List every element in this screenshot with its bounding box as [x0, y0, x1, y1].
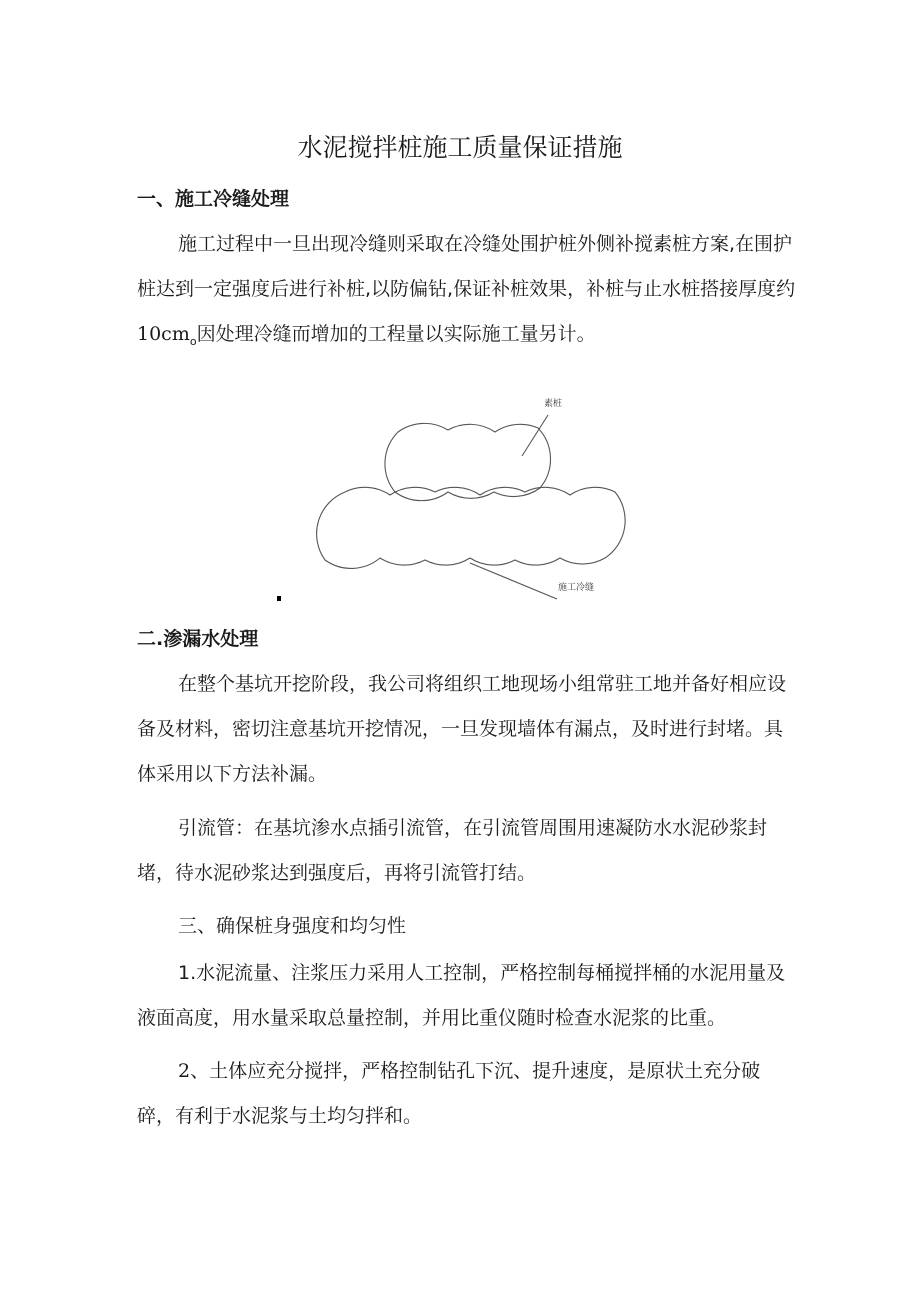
- page-title: 水泥搅拌桩施工质量保证措施: [297, 133, 623, 162]
- paragraph-drainage-pipe: 引流管：在基坑渗水点插引流管，在引流管周围用速凝防水水泥砂浆封堵，待水泥砂浆达到强度后，再将引流管打结。: [137, 817, 768, 884]
- section-heading-leakage: 二.渗漏水处理: [137, 628, 259, 650]
- overlap-subscript: o: [189, 334, 197, 348]
- stray-mark: [277, 596, 281, 601]
- paragraph-cold-joint-text: 施工过程中一旦出现冷缝则采取在冷缝处围护桩外侧补搅素桩方案,在围护桩达到一定强度后进行补桩,以防偏钻,保证补桩效果，补桩与止水桩搭接厚度约: [137, 233, 796, 300]
- overlap-thickness: 10cm: [137, 323, 190, 345]
- item-2-number: 2、: [178, 1060, 210, 1082]
- paragraph-cold-joint-end: 因处理冷缝而增加的工程量以实际施工量另计。: [196, 323, 596, 345]
- retaining-pile-row: [317, 487, 626, 568]
- paragraph-item-1: 1.水泥流量、注浆压力采用人工控制，严格控制每桶搅拌桶的水泥用量及液面高度，用水量采取总量控制，并用比重仪随时检查水泥浆的比重。: [137, 962, 786, 1029]
- paragraph-item-2: [137, 1049, 797, 1139]
- cold-joint-diagram: [270, 380, 670, 610]
- label-plain-pile: 素桩: [544, 399, 563, 409]
- leader-cold-joint: [470, 563, 557, 599]
- label-cold-joint: 施工冷缝: [558, 583, 595, 593]
- section-heading-strength: 三、确保桩身强度和均匀性: [178, 915, 407, 937]
- item-2-text: 土体应充分搅拌，严格控制钻孔下沉、提升速度，是原状土充分破碎，有利于水泥浆与土均匀拌和。: [137, 1060, 761, 1127]
- paragraph-leakage: 在整个基坑开挖阶段，我公司将组织工地现场小组常驻工地并备好相应设备及材料，密切注意基坑开挖情况，一旦发现墙体有漏点，及时进行封堵。具体采用以下方法补漏。: [137, 673, 787, 785]
- section-heading-cold-joint: 一、施工冷缝处理: [137, 188, 290, 210]
- paragraph-cold-joint: [137, 222, 797, 364]
